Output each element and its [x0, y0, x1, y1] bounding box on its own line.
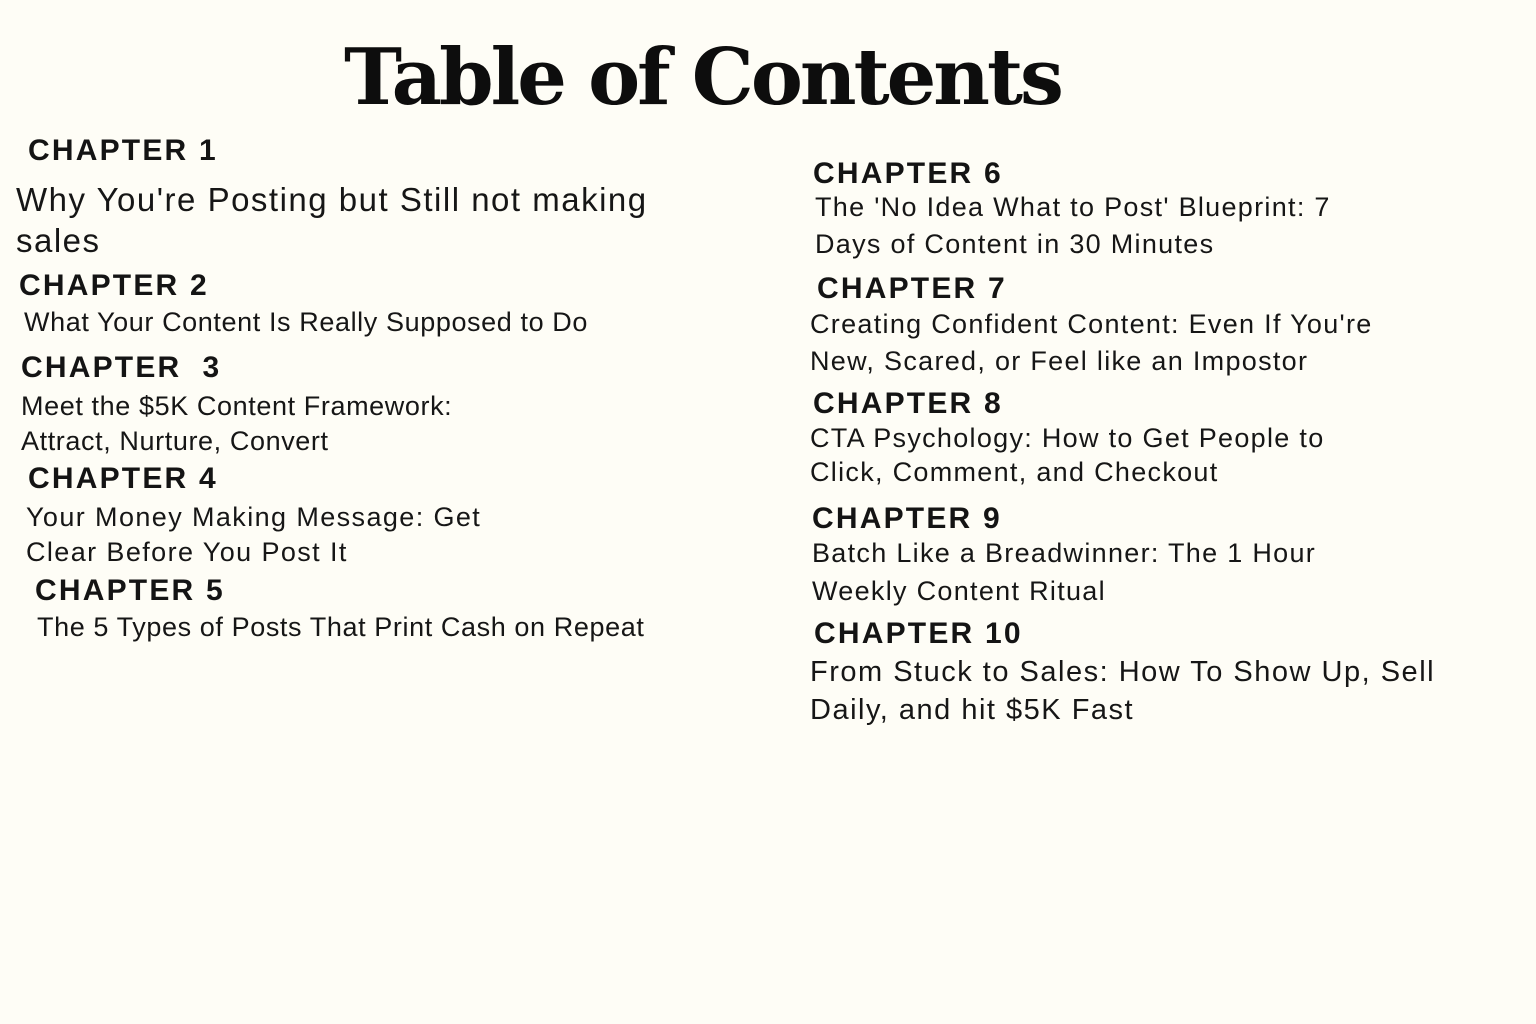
chapter-3-title-line: Meet the $5K Content Framework:: [21, 391, 453, 421]
chapter-6-title-line: Days of Content in 30 Minutes: [815, 229, 1215, 259]
chapter-9-title-line: Weekly Content Ritual: [812, 576, 1106, 606]
chapter-10-title-line: From Stuck to Sales: How To Show Up, Sell: [810, 656, 1436, 688]
chapter-2: [19, 269, 588, 339]
chapter-1-label: CHAPTER 1: [28, 134, 218, 167]
chapter-8: [810, 387, 1325, 489]
chapter-10-label: CHAPTER 10: [814, 617, 1023, 650]
chapter-7-title-line: New, Scared, or Feel like an Impostor: [810, 346, 1309, 376]
chapter-1-title: [16, 179, 648, 261]
chapter-4: [28, 462, 481, 570]
chapter-6-label: CHAPTER 6: [813, 157, 1003, 190]
chapter-10-title-line: Daily, and hit $5K Fast: [810, 694, 1135, 726]
chapter-6-title: [815, 189, 1331, 263]
chapter-8-title-line: CTA Psychology: How to Get People to: [810, 423, 1325, 453]
chapter-4-title-line: Your Money Making Message: Get: [26, 502, 482, 532]
chapter-1-title-line: sales: [16, 222, 101, 259]
chapter-7-title-line: Creating Confident Content: Even If You're: [810, 309, 1373, 339]
chapter-3-title-line: Attract, Nurture, Convert: [21, 426, 329, 456]
chapter-10-title: [810, 653, 1435, 729]
chapter-5-label: CHAPTER 5: [35, 574, 225, 607]
page-title: Table of Contents: [344, 32, 1061, 123]
chapter-7-label: CHAPTER 7: [817, 272, 1007, 305]
chapter-9-title: [812, 534, 1316, 610]
chapter-4-title: [26, 500, 481, 570]
chapter-4-title-line: Clear Before You Post It: [26, 537, 348, 567]
chapter-10: [810, 617, 1436, 729]
chapter-8-title-line: Click, Comment, and Checkout: [810, 457, 1219, 487]
chapter-2-title: [24, 305, 588, 339]
chapter-1-title-line: Why You're Posting but Still not making: [16, 181, 648, 218]
chapter-3-label: CHAPTER 3: [21, 351, 222, 384]
chapter-4-label: CHAPTER 4: [28, 462, 218, 495]
chapter-7: [810, 272, 1373, 380]
chapter-7-title: [810, 306, 1373, 380]
chapter-5-title: [37, 610, 644, 644]
chapter-3-title: [21, 389, 452, 459]
chapter-2-label: CHAPTER 2: [19, 269, 209, 302]
chapter-8-title: [810, 421, 1325, 489]
chapter-5: [35, 574, 644, 644]
chapter-2-title-line: What Your Content Is Really Supposed to Do: [24, 307, 589, 337]
chapter-9: [812, 502, 1316, 610]
chapter-6-title-line: The 'No Idea What to Post' Blueprint: 7: [815, 192, 1331, 222]
chapter-9-label: CHAPTER 9: [812, 502, 1002, 535]
chapter-6: [813, 157, 1331, 263]
chapter-8-label: CHAPTER 8: [813, 387, 1003, 420]
chapter-1: [16, 134, 648, 261]
chapter-9-title-line: Batch Like a Breadwinner: The 1 Hour: [812, 538, 1317, 568]
chapter-5-title-line: The 5 Types of Posts That Print Cash on Repeat: [37, 612, 645, 642]
chapter-3: [21, 351, 452, 459]
